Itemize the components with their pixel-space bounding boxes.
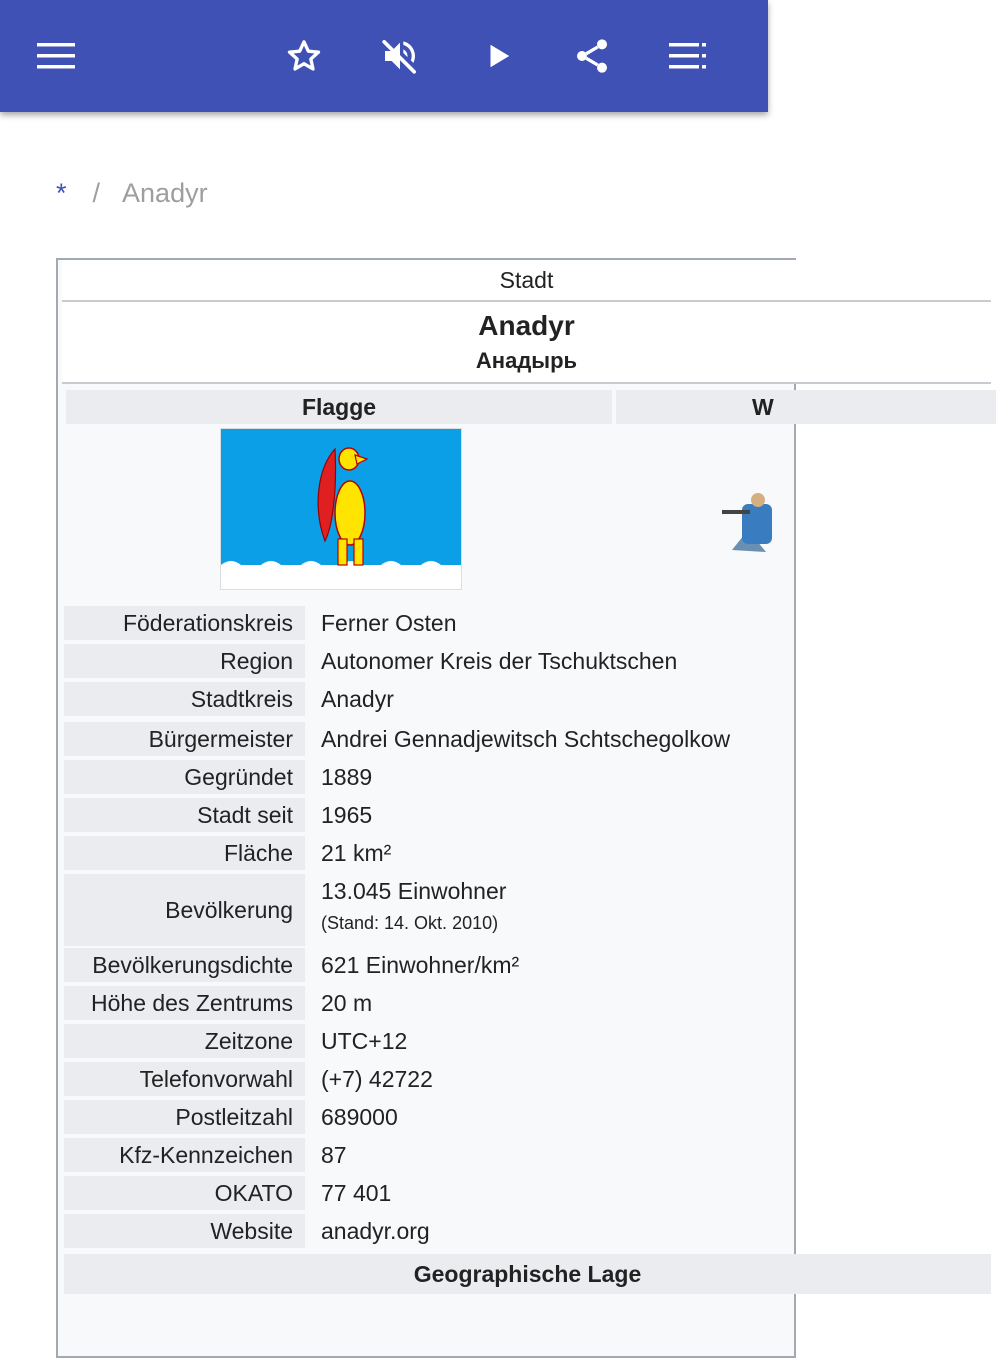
- menu-button[interactable]: [28, 28, 84, 84]
- row-label: Gegründet: [64, 760, 305, 794]
- row-value: 87: [321, 1142, 347, 1168]
- city-name: Anadyr: [478, 310, 575, 341]
- population-date-note: (Stand: 14. Okt. 2010): [321, 913, 499, 933]
- mute-button[interactable]: [372, 28, 428, 84]
- row-label: Fläche: [64, 836, 305, 870]
- coat-of-arms-image[interactable]: [718, 480, 778, 565]
- row-value: Andrei Gennadjewitsch Schtschegolkow: [321, 726, 731, 752]
- row-label: Bevölkerungsdichte: [64, 948, 305, 982]
- row-value: 689000: [321, 1104, 398, 1130]
- population-value: 13.045 Einwohner: [321, 878, 507, 904]
- share-icon: [572, 36, 612, 76]
- row-value: 1965: [321, 802, 373, 828]
- row-value-link[interactable]: Anadyr: [321, 686, 394, 712]
- city-name-native: Анадырь: [475, 348, 578, 373]
- geographic-location-header: Geographische Lage: [64, 1254, 991, 1294]
- play-button[interactable]: [470, 28, 526, 84]
- star-outline-icon: [284, 36, 324, 76]
- row-value: [321, 874, 506, 946]
- row-label: Stadtkreis: [64, 682, 305, 716]
- row-value-link[interactable]: Ferner Osten: [321, 610, 457, 636]
- row-label: Telefonvorwahl: [64, 1062, 305, 1096]
- row-value: 1889: [321, 764, 373, 790]
- coat-of-arms-header: W: [616, 390, 996, 424]
- toc-button[interactable]: [660, 28, 716, 84]
- row-label: Zeitzone: [64, 1024, 305, 1058]
- breadcrumb: [56, 178, 208, 209]
- row-label: Region: [64, 644, 305, 678]
- breadcrumb-separator: /: [92, 178, 101, 208]
- row-label: OKATO: [64, 1176, 305, 1210]
- row-label: Bürgermeister: [64, 722, 305, 756]
- hamburger-menu-icon: [37, 43, 75, 69]
- share-button[interactable]: [564, 28, 620, 84]
- infobox: [56, 258, 796, 1358]
- flag-image[interactable]: [220, 428, 462, 590]
- row-label: Bevölkerung: [64, 874, 305, 946]
- volume-off-icon: [380, 36, 420, 76]
- infobox-title: [62, 302, 991, 384]
- row-value: 621 Einwohner/km²: [321, 952, 520, 978]
- row-value: 77 401: [321, 1180, 392, 1206]
- flag-header: Flagge: [66, 390, 612, 424]
- row-value: (+7) 42722: [321, 1066, 433, 1092]
- breadcrumb-root-link[interactable]: *: [56, 178, 67, 208]
- row-label: Höhe des Zentrums: [64, 986, 305, 1020]
- row-label: Stadt seit: [64, 798, 305, 832]
- bookmark-button[interactable]: [276, 28, 332, 84]
- row-label: Kfz-Kennzeichen: [64, 1138, 305, 1172]
- row-value: 21 km²: [321, 840, 392, 866]
- row-label: Website: [64, 1214, 305, 1248]
- play-icon: [483, 41, 513, 71]
- list-icon: [669, 43, 707, 69]
- row-label: Föderationskreis: [64, 606, 305, 640]
- row-value: 20 m: [321, 990, 373, 1016]
- infobox-type: Stadt: [62, 260, 991, 302]
- website-link[interactable]: anadyr.org: [321, 1218, 430, 1244]
- app-bar: [0, 0, 768, 112]
- breadcrumb-current: Anadyr: [122, 178, 208, 208]
- row-value-link[interactable]: UTC+12: [321, 1028, 408, 1054]
- row-value-link[interactable]: Autonomer Kreis der Tschuktschen: [321, 648, 678, 674]
- row-label: Postleitzahl: [64, 1100, 305, 1134]
